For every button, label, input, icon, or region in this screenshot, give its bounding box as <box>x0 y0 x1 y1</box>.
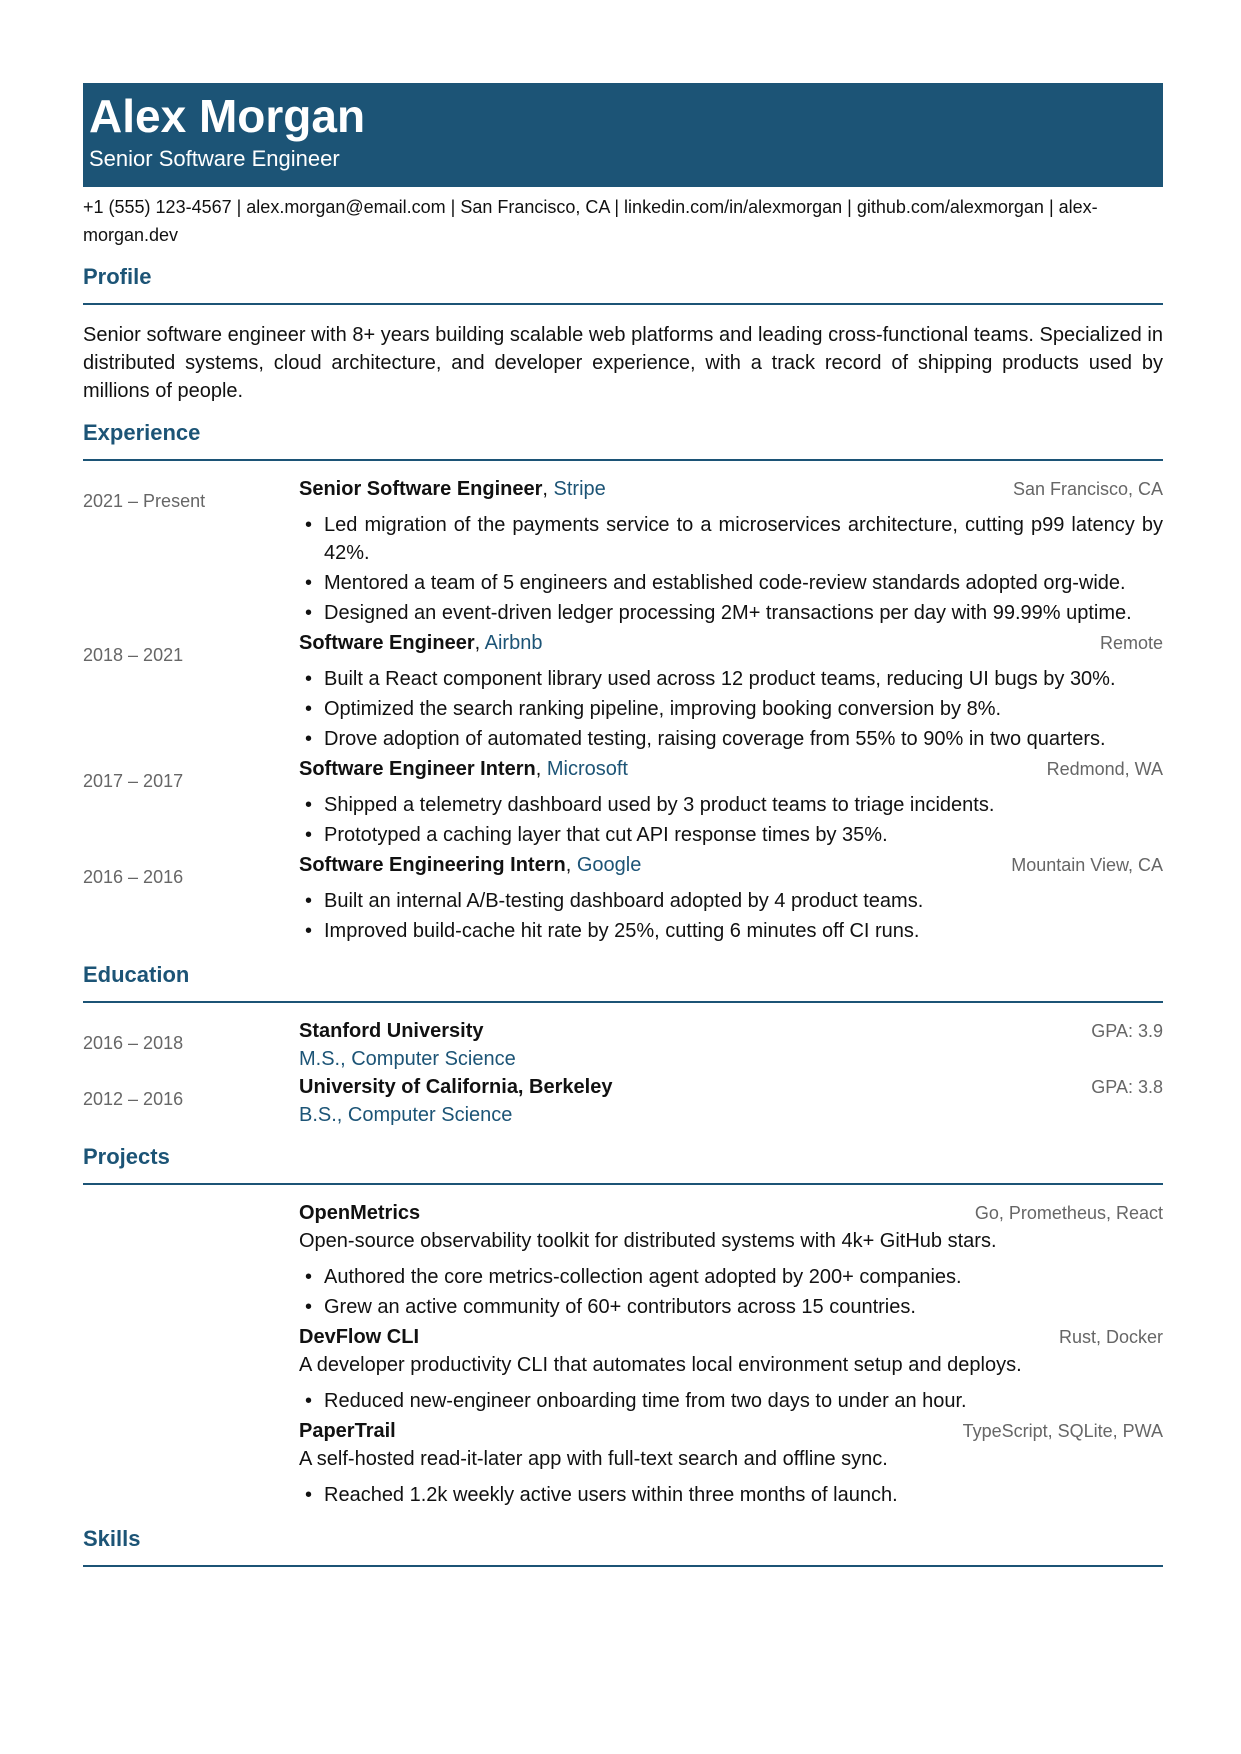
project-entry <box>83 1199 1163 1323</box>
contact-line-1: +1 (555) 123-4567 | alex.morgan@email.com | San Francisco, CA | linkedin.com/in/alexmorgan | github.com/alexmorgan | alex- <box>83 197 1098 217</box>
experience-company: Google <box>576 854 642 876</box>
education-school: University of California, Berkeley <box>299 1076 613 1098</box>
experience-company: Microsoft <box>546 758 628 780</box>
experience-location: Redmond, WA <box>1046 759 1163 779</box>
experience-bullets <box>299 665 1163 753</box>
education-degree: B.S., Computer Science <box>299 1104 513 1126</box>
education-entry <box>83 1017 1163 1073</box>
project-tech: Rust, Docker <box>1058 1327 1163 1347</box>
experience-location: Remote <box>1099 633 1163 653</box>
candidate-title: Senior Software Engineer <box>89 146 340 171</box>
bullet-item: • Built a React component library used across 12 product teams, reducing UI bugs by 30%. <box>299 665 1163 693</box>
education-dates: 2012 – 2016 <box>83 1089 184 1109</box>
education-degree: M.S., Computer Science <box>299 1048 516 1070</box>
project-description: Open-source observability toolkit for distributed systems with 4k+ GitHub stars. <box>299 1230 997 1252</box>
project-bullets <box>299 1387 1163 1415</box>
experience-bullets <box>299 791 1163 849</box>
experience-dates: 2018 – 2021 <box>83 645 184 665</box>
bullet-item: • Led migration of the payments service to a microservices architecture, cutting p99 latency by 42%. <box>299 511 1163 567</box>
bullet-item: • Improved build-cache hit rate by 25%, cutting 6 minutes off CI runs. <box>299 917 1163 945</box>
experience-company: Stripe <box>553 478 606 500</box>
experience-company: Airbnb <box>484 632 543 654</box>
contact-line-2: morgan.dev <box>83 225 179 245</box>
bullet-item: • Authored the core metrics-collection agent adopted by 200+ companies. <box>299 1263 1163 1291</box>
project-bullets <box>299 1263 1163 1321</box>
experience-location: San Francisco, CA <box>1012 479 1163 499</box>
bullet-item: • Prototyped a caching layer that cut API response times by 35%. <box>299 821 1163 849</box>
section-heading-experience: Experience <box>83 419 1163 461</box>
bullet-item: • Mentored a team of 5 engineers and established code-review standards adopted org-wide. <box>299 569 1163 597</box>
experience-dates: 2021 – Present <box>83 491 206 511</box>
project-name: OpenMetrics <box>299 1202 421 1224</box>
experience-bullets <box>299 511 1163 627</box>
project-name: PaperTrail <box>299 1420 396 1442</box>
header-banner <box>83 83 1163 187</box>
project-description: A developer productivity CLI that automates local environment setup and deploys. <box>299 1354 1022 1376</box>
candidate-name: Alex Morgan <box>89 90 366 142</box>
project-bullets <box>299 1481 1163 1509</box>
project-entry <box>83 1417 1163 1511</box>
bullet-item: • Optimized the search ranking pipeline, improving booking conversion by 8%. <box>299 695 1163 723</box>
experience-role: Senior Software Engineer <box>299 478 543 500</box>
experience-dates: 2016 – 2016 <box>83 867 184 887</box>
project-tech: Go, Prometheus, React <box>974 1203 1163 1223</box>
section-heading-projects: Projects <box>83 1143 1163 1185</box>
section-heading-education: Education <box>83 961 1163 1003</box>
experience-entry: 2021 – Present Senior Software Engineer, Stripe San Francisco, CA • Led migration of the payments service to a microservices architecture, cutting p99 latency by 42%. • Mentored a team of 5 engineers and established code-review standards adopted org-wide. • Designed an event-driven ledger processing 2M+ transactions per day with 99.99% uptime. <box>83 475 1163 629</box>
bullet-item: • Drove adoption of automated testing, raising coverage from 55% to 90% in two quarters. <box>299 725 1163 753</box>
experience-location: Mountain View, CA <box>1011 855 1163 875</box>
education-gpa: GPA: 3.9 <box>1091 1021 1163 1041</box>
experience-entry: 2017 – 2017 Software Engineer Intern, Microsoft Redmond, WA • Shipped a telemetry dashboard used by 3 product teams to triage incidents. • Prototyped a caching layer that cut API response times by 35%. <box>83 755 1163 851</box>
resume-page <box>83 83 1163 1567</box>
contact-info <box>83 193 1163 249</box>
project-entry <box>83 1323 1163 1417</box>
project-tech: TypeScript, SQLite, PWA <box>962 1421 1163 1441</box>
bullet-item: • Designed an event-driven ledger processing 2M+ transactions per day with 99.99% uptime. <box>299 599 1163 627</box>
education-school: Stanford University <box>299 1020 484 1042</box>
bullet-item: • Reduced new-engineer onboarding time from two days to under an hour. <box>299 1387 1163 1415</box>
bullet-item: • Reached 1.2k weekly active users within three months of launch. <box>299 1481 1163 1509</box>
experience-entry: 2018 – 2021 Software Engineer, Airbnb Remote • Built a React component library used across 12 product teams, reducing UI bugs by 30%. • Optimized the search ranking pipeline, improving booking conversion by 8%. • Drove adoption of automated testing, raising coverage from 55% to 90% in two quarters. <box>83 629 1163 755</box>
project-description: A self-hosted read-it-later app with full-text search and offline sync. <box>299 1448 888 1470</box>
experience-entry: 2016 – 2016 Software Engineering Intern, Google Mountain View, CA • Built an internal A/B-testing dashboard adopted by 4 product teams. • Improved build-cache hit rate by 25%, cutting 6 minutes off CI runs. <box>83 851 1163 947</box>
section-heading-profile: Profile <box>83 263 1163 305</box>
education-gpa: GPA: 3.8 <box>1091 1077 1163 1097</box>
experience-role: Software Engineering Intern <box>299 854 566 876</box>
project-name: DevFlow CLI <box>299 1326 420 1348</box>
experience-dates: 2017 – 2017 <box>83 771 184 791</box>
section-heading-skills: Skills <box>83 1525 1163 1567</box>
experience-bullets <box>299 887 1163 945</box>
experience-role: Software Engineer <box>299 632 475 654</box>
education-dates: 2016 – 2018 <box>83 1033 184 1053</box>
profile-summary: Senior software engineer with 8+ years building scalable web platforms and leading cross-functional teams. Specialized in distributed systems, cloud architecture, and developer experience, with a track record of shipping products used by millions of people. <box>83 324 1163 402</box>
experience-role: Software Engineer Intern <box>299 758 536 780</box>
education-entry <box>83 1073 1163 1129</box>
bullet-item: • Shipped a telemetry dashboard used by 3 product teams to triage incidents. <box>299 791 1163 819</box>
bullet-item: • Built an internal A/B-testing dashboard adopted by 4 product teams. <box>299 887 1163 915</box>
bullet-item: • Grew an active community of 60+ contributors across 15 countries. <box>299 1293 1163 1321</box>
